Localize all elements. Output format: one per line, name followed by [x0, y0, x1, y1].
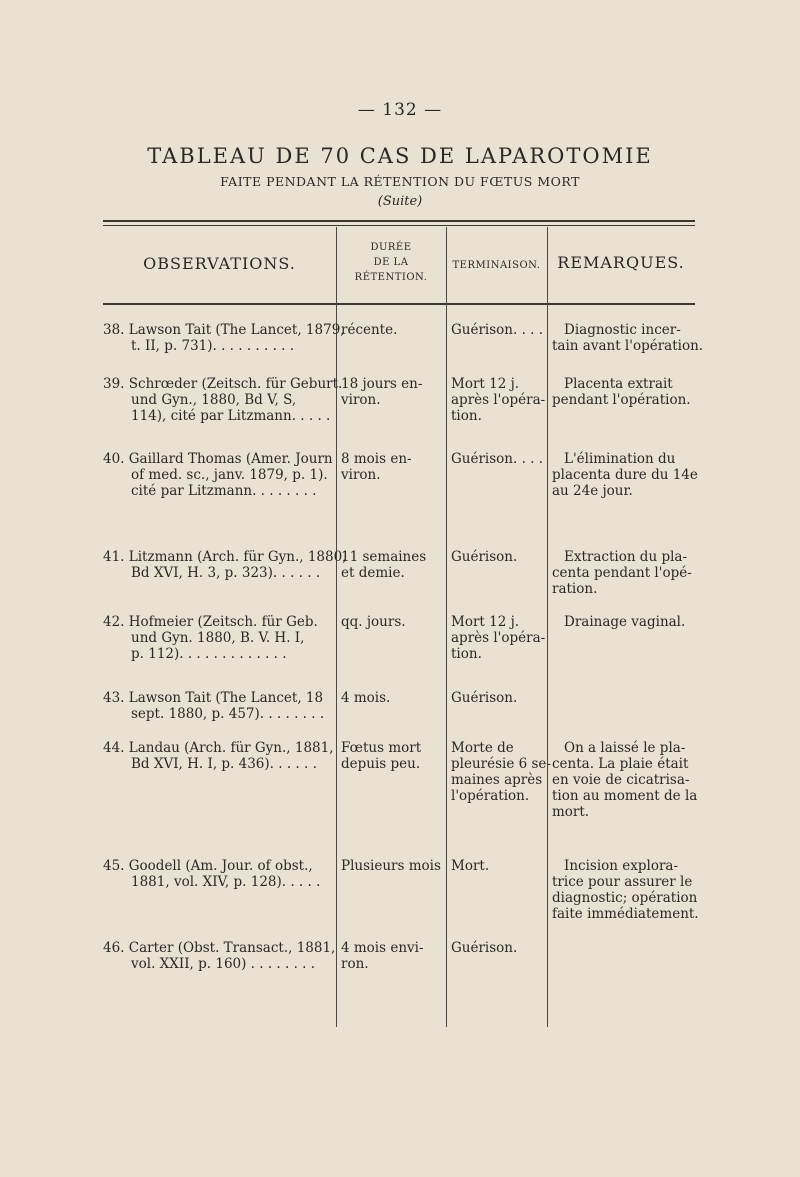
cell-obs-line: p. 112). . . . . . . . . . . . .: [131, 646, 287, 662]
cell-rem-line: Extraction du pla-: [564, 549, 688, 565]
cell-rem-line: Drainage vaginal.: [564, 614, 686, 630]
header-remarques: REMARQUES.: [557, 253, 685, 272]
cell-obs-line: sept. 1880, p. 457). . . . . . . .: [131, 706, 325, 722]
cell-duree-line: 18 jours en-: [341, 376, 423, 392]
cell-duree-line: 4 mois.: [341, 690, 391, 706]
cell-duree-line: Plusieurs mois: [341, 858, 441, 874]
cell-rem-line: Placenta extrait: [564, 376, 673, 392]
cell-term-line: tion.: [451, 646, 482, 662]
cell-obs-line: 42. Hofmeier (Zeitsch. für Geb.: [103, 614, 318, 630]
cell-term-line: Guérison.: [451, 549, 518, 565]
cell-rem-line: centa. La plaie était: [552, 756, 689, 772]
cell-rem-line: placenta dure du 14e: [552, 467, 698, 483]
cell-term-line: Mort 12 j.: [451, 614, 520, 630]
cell-rem-line: diagnostic; opération: [552, 890, 698, 906]
cell-term-line: après l'opéra-: [451, 392, 546, 408]
header-duree-line: DE LA: [373, 257, 409, 268]
cell-term-line: Mort.: [451, 858, 490, 874]
cell-obs-line: 46. Carter (Obst. Transact., 1881,: [103, 940, 336, 956]
cell-duree-line: depuis peu.: [341, 756, 421, 772]
cell-duree-line: récente.: [341, 322, 398, 338]
cell-rem-line: ration.: [552, 581, 598, 597]
cell-term-line: l'opération.: [451, 788, 530, 804]
cell-rem-line: Diagnostic incer-: [564, 322, 681, 338]
cell-term-line: Guérison.: [451, 940, 518, 956]
top-rule-thin: [103, 225, 695, 226]
cell-duree-line: viron.: [341, 392, 381, 408]
cell-obs-line: und Gyn. 1880, B. V. H. I,: [131, 630, 305, 646]
cell-term-line: Guérison.: [451, 690, 518, 706]
cell-obs-line: Bd XVI, H. I, p. 436). . . . . .: [131, 756, 317, 772]
cell-obs-line: 44. Landau (Arch. für Gyn., 1881,: [103, 740, 334, 756]
header-observations: OBSERVATIONS.: [143, 254, 296, 273]
cell-term-line: Morte de: [451, 740, 514, 756]
cell-term-line: après l'opéra-: [451, 630, 546, 646]
cell-obs-line: 39. Schrœder (Zeitsch. für Geburt.: [103, 376, 343, 392]
cell-obs-line: Bd XVI, H. 3, p. 323). . . . . .: [131, 565, 321, 581]
cell-rem-line: au 24e jour.: [552, 483, 633, 499]
cell-term-line: Guérison. . . .: [451, 322, 544, 338]
cell-rem-line: mort.: [552, 804, 590, 820]
page-number: — 132 —: [357, 100, 443, 120]
cell-duree-line: viron.: [341, 467, 381, 483]
cell-rem-line: faite immédiatement.: [552, 906, 699, 922]
cell-obs-line: 1881, vol. XIV, p. 128). . . . .: [131, 874, 321, 890]
cell-term-line: tion.: [451, 408, 482, 424]
cell-rem-line: en voie de cicatrisa-: [552, 772, 690, 788]
cell-obs-line: 114), cité par Litzmann. . . . .: [131, 408, 331, 424]
header-duree-line: RÉTENTION.: [354, 272, 428, 283]
cell-rem-line: tion au moment de la: [552, 788, 698, 804]
cell-rem-line: trice pour assurer le: [552, 874, 693, 890]
cell-term-line: maines après: [451, 772, 543, 788]
cell-obs-line: 41. Litzmann (Arch. für Gyn., 1880,: [103, 549, 347, 565]
table-title: TABLEAU DE 70 CAS DE LAPAROTOMIE: [147, 144, 653, 168]
cell-obs-line: 43. Lawson Tait (The Lancet, 18: [103, 690, 324, 706]
cell-duree-line: 8 mois en-: [341, 451, 412, 467]
cell-duree-line: 4 mois envi-: [341, 940, 424, 956]
cell-obs-line: t. II, p. 731). . . . . . . . . .: [131, 338, 295, 354]
header-rule: [103, 303, 695, 305]
cell-obs-line: 38. Lawson Tait (The Lancet, 1879,: [103, 322, 345, 338]
cell-duree-line: ron.: [341, 956, 369, 972]
cell-rem-line: tain avant l'opération.: [552, 338, 704, 354]
cell-rem-line: L'élimination du: [564, 451, 676, 467]
table-subtitle: FAITE PENDANT LA RÉTENTION DU FŒTUS MORT: [220, 174, 580, 189]
cell-term-line: Guérison. . . .: [451, 451, 544, 467]
cell-duree-line: et demie.: [341, 565, 405, 581]
cell-rem-line: pendant l'opération.: [552, 392, 691, 408]
header-duree: [336, 240, 446, 285]
cell-obs-line: 40. Gaillard Thomas (Amer. Journ: [103, 451, 333, 467]
cell-obs-line: 45. Goodell (Am. Jour. of obst.,: [103, 858, 313, 874]
cell-duree-line: Fœtus mort: [341, 740, 422, 756]
cell-obs-line: und Gyn., 1880, Bd V, S,: [131, 392, 297, 408]
cell-rem-line: On a laissé le pla-: [564, 740, 686, 756]
cell-duree-line: 11 semaines: [341, 549, 427, 565]
cell-rem-line: Incision explora-: [564, 858, 679, 874]
cell-rem-line: centa pendant l'opé-: [552, 565, 692, 581]
column-separator-2: [446, 227, 447, 1027]
cell-obs-line: of med. sc., janv. 1879, p. 1).: [131, 467, 328, 483]
continuation-note: (Suite): [377, 194, 423, 209]
column-separator-3: [547, 227, 548, 1027]
cell-obs-line: cité par Litzmann. . . . . . . .: [131, 483, 317, 499]
header-terminaison: TERMINAISON.: [452, 260, 541, 271]
cell-obs-line: vol. XXII, p. 160) . . . . . . . .: [131, 956, 316, 972]
header-duree-line: DURÉE: [370, 242, 412, 253]
cell-term-line: Mort 12 j.: [451, 376, 520, 392]
column-separator-1: [336, 227, 337, 1027]
top-rule-thick: [103, 220, 695, 222]
cell-duree-line: qq. jours.: [341, 614, 406, 630]
cell-term-line: pleurésie 6 se-: [451, 756, 551, 772]
